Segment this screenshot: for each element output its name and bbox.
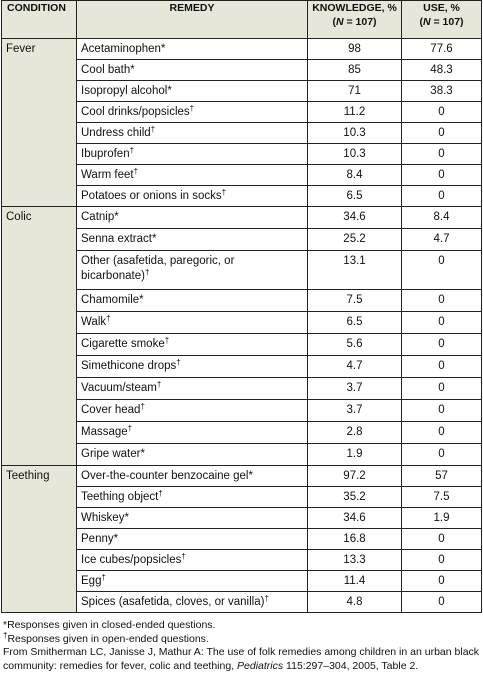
use-value: 0 xyxy=(402,378,482,400)
knowledge-value: 6.5 xyxy=(308,312,402,334)
dagger-mark: † xyxy=(150,125,156,134)
condition-cell: Colic xyxy=(2,207,77,466)
use-value: 0 xyxy=(402,571,482,592)
asterisk-mark: * xyxy=(124,512,129,524)
remedy-name: Penny xyxy=(81,533,114,545)
remedy-name: Warm feet xyxy=(81,169,134,181)
remedy-cell xyxy=(77,487,308,508)
remedy-name: Massage xyxy=(81,426,128,438)
remedy-name: Cool drinks/popsicles xyxy=(81,106,190,118)
dagger-mark: † xyxy=(140,402,145,411)
use-value: 38.3 xyxy=(402,81,482,102)
remedy-name: Catnip xyxy=(81,211,115,223)
remedy-cell xyxy=(77,39,308,60)
use-value: 48.3 xyxy=(402,60,482,81)
knowledge-value: 4.7 xyxy=(308,356,402,378)
use-value: 0 xyxy=(402,186,482,207)
remedy-name: Egg xyxy=(81,575,102,587)
folk-remedies-table xyxy=(1,0,482,613)
knowledge-value: 97.2 xyxy=(308,466,402,487)
footnote-closed-ended: *Responses given in closed-ended questions. xyxy=(3,619,216,631)
header-knowledge-label: KNOWLEDGE, % xyxy=(312,2,397,14)
remedy-cell xyxy=(77,400,308,422)
remedy-name: Undress child xyxy=(81,127,151,139)
citation-text: From Smitherman LC, Janisse J, Mathur A: The use of folk remedies among children in an urban black community: remedies for fever, colic and teething, xyxy=(3,646,480,672)
knowledge-value: 16.8 xyxy=(308,529,402,550)
knowledge-value: 2.8 xyxy=(308,422,402,444)
remedy-cell xyxy=(77,60,308,81)
remedy-cell xyxy=(77,165,308,186)
remedy-name: Walk xyxy=(81,316,107,328)
remedy-cell xyxy=(77,81,308,102)
dagger-mark: † xyxy=(101,573,106,582)
use-value: 0 xyxy=(402,123,482,144)
dagger-mark: † xyxy=(164,336,170,345)
use-value: 0 xyxy=(402,422,482,444)
dagger-mark: † xyxy=(127,424,133,433)
remedy-name: Simethicone drops xyxy=(81,360,177,372)
knowledge-value: 11.2 xyxy=(308,102,402,123)
use-value: 0 xyxy=(402,251,482,290)
remedy-name: Whiskey xyxy=(81,512,125,524)
use-value: 57 xyxy=(402,466,482,487)
remedy-cell xyxy=(77,251,308,290)
asterisk-mark: * xyxy=(167,85,172,97)
condition-cell: Fever xyxy=(2,39,77,207)
use-value: 0 xyxy=(402,334,482,356)
use-value: 0 xyxy=(402,356,482,378)
asterisk-mark: * xyxy=(151,233,157,245)
remedy-cell xyxy=(77,444,308,466)
remedy-name: Vacuum/steam xyxy=(81,382,157,394)
condition-cell: Teething xyxy=(2,466,77,613)
dagger-mark: † xyxy=(133,167,139,176)
knowledge-value: 8.4 xyxy=(308,165,402,186)
table-header-row xyxy=(2,1,482,39)
knowledge-value: 98 xyxy=(308,39,402,60)
remedy-name: Chamomile xyxy=(81,294,140,306)
use-value: 0 xyxy=(402,144,482,165)
knowledge-value: 6.5 xyxy=(308,186,402,207)
remedy-name: Spices (asafetida, cloves, or vanilla) xyxy=(81,596,265,608)
remedy-name: Gripe water xyxy=(81,448,141,460)
remedy-cell xyxy=(77,102,308,123)
remedy-cell xyxy=(77,592,308,613)
asterisk-mark: * xyxy=(140,448,145,460)
remedy-name: Other (asafetida, paregoric, or bicarbonate) xyxy=(81,255,235,282)
knowledge-value: 13.1 xyxy=(308,251,402,290)
remedy-cell xyxy=(77,207,308,229)
use-value: 7.5 xyxy=(402,487,482,508)
use-value: 1.9 xyxy=(402,508,482,529)
dagger-mark: † xyxy=(106,314,111,323)
knowledge-value: 5.6 xyxy=(308,334,402,356)
asterisk-mark: * xyxy=(130,64,135,76)
knowledge-value: 71 xyxy=(308,81,402,102)
asterisk-mark: * xyxy=(160,43,166,55)
remedy-cell xyxy=(77,529,308,550)
remedy-cell xyxy=(77,123,308,144)
knowledge-value: 10.3 xyxy=(308,144,402,165)
remedy-cell xyxy=(77,186,308,207)
knowledge-value: 34.6 xyxy=(308,508,402,529)
remedy-cell xyxy=(77,378,308,400)
remedy-cell xyxy=(77,144,308,165)
table-body xyxy=(2,39,482,613)
use-value: 0 xyxy=(402,529,482,550)
knowledge-value: 10.3 xyxy=(308,123,402,144)
remedy-name: Over-the-counter benzocaine gel xyxy=(81,470,249,482)
header-knowledge-n: (N = 107) xyxy=(332,16,377,28)
remedy-cell xyxy=(77,466,308,487)
header-use-label: USE, % xyxy=(423,2,460,14)
knowledge-value: 13.3 xyxy=(308,550,402,571)
footnotes xyxy=(3,619,481,673)
remedy-name: Teething object xyxy=(81,491,159,503)
citation-journal: Pediatrics xyxy=(237,659,284,672)
knowledge-value: 25.2 xyxy=(308,229,402,251)
dagger-mark: † xyxy=(129,146,135,155)
remedy-name: Cool bath xyxy=(81,64,131,76)
asterisk-mark: * xyxy=(113,533,119,545)
use-value: 0 xyxy=(402,550,482,571)
dagger-mark: † xyxy=(156,380,162,389)
remedy-cell xyxy=(77,356,308,378)
dagger-mark: † xyxy=(264,594,269,603)
use-value: 0 xyxy=(402,444,482,466)
use-value: 0 xyxy=(402,312,482,334)
header-condition: CONDITION xyxy=(2,1,77,39)
dagger-mark: † xyxy=(3,630,8,640)
footnote-open-ended xyxy=(3,630,481,647)
knowledge-value: 35.2 xyxy=(308,487,402,508)
remedy-cell xyxy=(77,550,308,571)
knowledge-value: 85 xyxy=(308,60,402,81)
header-knowledge xyxy=(308,1,402,39)
remedy-name: Cover head xyxy=(81,404,141,416)
remedy-name: Isopropyl alcohol xyxy=(81,85,168,97)
table-row xyxy=(2,466,482,487)
footnote-open-text: Responses given in open-ended questions. xyxy=(7,632,209,645)
header-use-n: (N = 107) xyxy=(419,16,464,28)
use-value: 0 xyxy=(402,165,482,186)
knowledge-value: 11.4 xyxy=(308,571,402,592)
remedy-cell xyxy=(77,508,308,529)
use-value: 77.6 xyxy=(402,39,482,60)
dagger-mark: † xyxy=(158,489,163,498)
remedy-name: Acetaminophen xyxy=(81,43,161,55)
use-value: 4.7 xyxy=(402,229,482,251)
remedy-name: Potatoes or onions in socks xyxy=(81,190,222,202)
source-citation xyxy=(3,646,481,673)
remedy-cell xyxy=(77,422,308,444)
asterisk-mark: * xyxy=(139,294,144,306)
knowledge-value: 3.7 xyxy=(308,400,402,422)
use-value: 0 xyxy=(402,290,482,312)
remedy-cell xyxy=(77,229,308,251)
remedy-cell xyxy=(77,334,308,356)
asterisk-mark: * xyxy=(114,211,119,223)
dagger-mark: † xyxy=(221,188,227,197)
remedy-cell xyxy=(77,290,308,312)
remedy-cell xyxy=(77,571,308,592)
use-value: 8.4 xyxy=(402,207,482,229)
remedy-name: Senna extract xyxy=(81,233,152,245)
use-value: 0 xyxy=(402,102,482,123)
use-value: 0 xyxy=(402,592,482,613)
dagger-mark: † xyxy=(144,268,150,277)
remedy-name: Ibuprofen xyxy=(81,148,130,160)
header-use xyxy=(402,1,482,39)
remedy-name: Ice cubes/popsicles xyxy=(81,554,182,566)
table-row xyxy=(2,39,482,60)
remedy-name: Cigarette smoke xyxy=(81,338,165,350)
knowledge-value: 4.8 xyxy=(308,592,402,613)
header-remedy: REMEDY xyxy=(77,1,308,39)
asterisk-mark: * xyxy=(248,470,253,482)
dagger-mark: † xyxy=(181,552,186,561)
citation-details: 115:297–304, 2005, Table 2. xyxy=(283,659,419,672)
remedy-cell xyxy=(77,312,308,334)
table-row xyxy=(2,207,482,229)
knowledge-value: 7.5 xyxy=(308,290,402,312)
knowledge-value: 1.9 xyxy=(308,444,402,466)
dagger-mark: † xyxy=(189,104,195,113)
knowledge-value: 3.7 xyxy=(308,378,402,400)
dagger-mark: † xyxy=(176,358,181,367)
knowledge-value: 34.6 xyxy=(308,207,402,229)
use-value: 0 xyxy=(402,400,482,422)
